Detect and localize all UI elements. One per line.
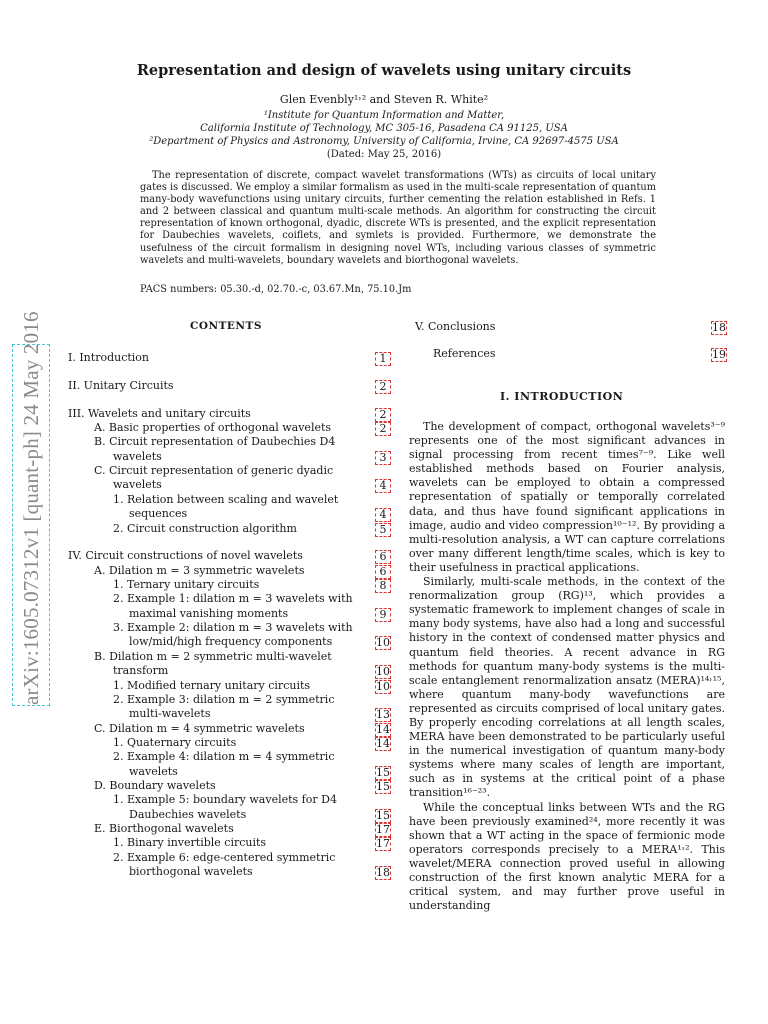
intro-paragraph: The development of compact, orthogonal wavelets³⁻⁹ represents one of the most significant advances in signal processing from recent times⁷⁻⁹. Like well established methods based on Fourier analysis, wavelets can be employed to obtain a compressed representation of spatially or temporally correlated data, and thus have found significant applications in image, audio and video compression¹⁰⁻¹². By providing a multi-resolution analysis, a WT can capture correlations over many different length/time scales, which is key to their usefulness in practical applications. — [409, 420, 725, 574]
toc-page-link[interactable]: 2 — [375, 422, 391, 436]
toc-entry[interactable]: A. Dilation m = 3 symmetric wavelets — [94, 563, 305, 577]
toc-entry[interactable]: 1. Quaternary circuits — [113, 735, 237, 749]
toc-entry[interactable]: E. Biorthogonal wavelets — [94, 822, 234, 835]
affiliation-1: ¹Institute for Quantum Information and Matter, — [263, 110, 505, 121]
toc-page-link[interactable]: 4 — [375, 479, 391, 493]
toc-entry[interactable]: multi-wavelets — [129, 707, 211, 721]
toc-page-link[interactable]: 18 — [376, 866, 390, 880]
paper-title: Representation and design of wavelets using unitary circuits — [136, 62, 632, 79]
toc-page-link[interactable]: 10 — [376, 636, 390, 650]
toc-entry[interactable]: C. Circuit representation of generic dyadic — [94, 464, 334, 478]
toc-entry[interactable]: 2. Example 6: edge-centered symmetric — [113, 850, 336, 864]
toc-entry[interactable]: C. Dilation m = 4 symmetric wavelets — [94, 721, 305, 735]
toc-entry[interactable]: IV. Circuit constructions of novel wavelets — [68, 549, 303, 563]
toc-entry[interactable]: III. Wavelets and unitary circuits — [68, 406, 251, 420]
toc-page-link[interactable]: 9 — [375, 608, 391, 622]
toc-page-link[interactable]: 2 — [375, 380, 391, 394]
arxiv-stamp[interactable]: arXiv:1605.07312v1 [quant-ph] 24 May 2016 — [12, 344, 50, 706]
toc-entry[interactable]: wavelets — [113, 449, 162, 463]
toc-entry[interactable]: V. Conclusions — [415, 320, 496, 333]
toc-page-link[interactable]: 1 — [375, 352, 391, 366]
toc-page-link[interactable]: 5 — [375, 523, 391, 537]
toc-page-link[interactable]: 17 — [376, 823, 390, 836]
toc-page-link[interactable]: 8 — [375, 579, 391, 593]
toc-entry[interactable]: biorthogonal wavelets — [129, 865, 253, 879]
toc-entry[interactable]: transform — [113, 664, 169, 678]
toc-page-link[interactable]: 10 — [376, 679, 390, 693]
toc-page-link[interactable]: 2 — [375, 408, 391, 422]
toc-entry[interactable]: wavelets — [113, 478, 162, 492]
date-line: (Dated: May 25, 2016) — [326, 149, 442, 160]
toc-entry[interactable]: 2. Example 1: dilation m = 3 wavelets with — [113, 592, 353, 606]
toc-entry[interactable]: A. Basic properties of orthogonal wavelets — [94, 421, 332, 435]
toc-page-link[interactable]: 4 — [375, 508, 391, 522]
toc-page-link[interactable]: 6 — [375, 565, 391, 579]
toc-page-link[interactable]: 19 — [712, 348, 726, 361]
toc-entry[interactable]: wavelets — [129, 764, 178, 778]
abstract: The representation of discrete, compact wavelet transformations (WTs) as circuits of local unitary gates is discussed. We employ a similar formalism as used in the multi-scale representation of quantum many-body wavefunctions using unitary circuits, further cementing the relation established in Refs. 1 and 2 between classical and quantum multi-scale methods. An algorithm for constructing the circuit representation of known orthogonal, dyadic, discrete WTs is presented, and the explicit representation for Daubechies wavelets, coiflets, and symlets is provided. Furthermore, we demonstrate the usefulness of the circuit formalism in designing novel WTs, including various classes of symmetric wavelets and multi-wavelets, boundary wavelets and biorthogonal wavelets. — [140, 170, 656, 266]
toc-page-link[interactable]: 6 — [375, 550, 391, 564]
toc-entry[interactable]: 2. Circuit construction algorithm — [113, 521, 297, 535]
toc-entry[interactable]: References — [433, 347, 496, 360]
author-list: Glen Evenbly¹˒² and Steven R. White² — [279, 93, 489, 106]
toc-entry[interactable]: D. Boundary wavelets — [94, 778, 216, 792]
toc-entry[interactable]: 1. Binary invertible circuits — [113, 836, 267, 850]
affiliation-1b: California Institute of Technology, MC 305-16, Pasadena CA 91125, USA — [200, 123, 568, 134]
toc-entry[interactable]: 2. Example 3: dilation m = 2 symmetric — [113, 692, 335, 706]
toc-page-link[interactable]: 15 — [376, 779, 390, 793]
toc-page-link[interactable]: 14 — [376, 722, 390, 736]
toc-page-link[interactable]: 18 — [712, 321, 726, 334]
toc-page-link[interactable]: 15 — [376, 765, 390, 779]
toc-entry[interactable]: I. Introduction — [68, 351, 150, 364]
intro-paragraph: Similarly, multi-scale methods, in the context of the renormalization group (RG)¹³, which provides a systematic framework to implement changes of scale in many body systems, have also had a long and successful history in the context of condensed matter physics and quantum field theories. A recent advance in RG methods for quantum many-body systems is the multi-scale entanglement renormalization ansatz (MERA)¹⁴˒¹⁵, where quantum many-body wavefunctions are represented as circuits comprised of local unitary gates. By properly encoding correlations at all length scales, MERA have been demonstrated to be particularly useful in the numerical investigation of quantum many-body systems where many scales of length are important, such as in systems at the critical point of a phase transition¹⁶⁻²³. — [409, 575, 725, 800]
toc-entry[interactable]: sequences — [129, 507, 188, 521]
toc-page-link[interactable]: 17 — [376, 837, 390, 851]
toc-page-link[interactable]: 10 — [376, 665, 390, 679]
toc-page-link[interactable]: 13 — [376, 708, 390, 722]
toc-entry[interactable]: 3. Example 2: dilation m = 3 wavelets with — [113, 621, 353, 635]
section-heading-introduction: I. INTRODUCTION — [500, 390, 624, 403]
toc-entry[interactable]: 1. Modified ternary unitary circuits — [113, 678, 311, 692]
toc-entry[interactable]: 1. Ternary unitary circuits — [113, 578, 260, 592]
toc-entry[interactable]: low/mid/high frequency components — [129, 635, 333, 649]
toc-entry[interactable]: II. Unitary Circuits — [68, 378, 174, 392]
toc-entry[interactable]: B. Circuit representation of Daubechies D4 — [94, 435, 336, 449]
introduction-body — [409, 420, 725, 913]
toc-entry[interactable]: 1. Example 5: boundary wavelets for D4 — [113, 793, 337, 807]
toc-entry[interactable]: maximal vanishing moments — [129, 606, 289, 620]
toc-entry[interactable]: 2. Example 4: dilation m = 4 symmetric — [113, 750, 335, 764]
pacs-numbers: PACS numbers: 05.30.-d, 02.70.-c, 03.67.Mn, 75.10.Jm — [140, 284, 412, 295]
toc-page-link[interactable]: 15 — [376, 808, 390, 822]
toc-page-link[interactable]: 14 — [376, 736, 390, 750]
toc-page-link[interactable]: 3 — [375, 451, 391, 465]
intro-paragraph: While the conceptual links between WTs and the RG have been previously examined²⁴, more recently it was shown that a WT acting in the space of fermionic mode operators corresponds precisely to a MERA¹˒². This wavelet/MERA connection proved useful in allowing construction of the first known analytic MERA for a critical system, and may further prove useful in understanding — [409, 800, 725, 913]
toc-entry[interactable]: B. Dilation m = 2 symmetric multi-wavelet — [94, 649, 332, 663]
toc-entry[interactable]: 1. Relation between scaling and wavelet — [113, 492, 339, 506]
affiliation-2: ²Department of Physics and Astronomy, University of California, Irvine, CA 92697-4575 USA — [149, 136, 619, 147]
toc-entry[interactable]: Daubechies wavelets — [129, 807, 247, 821]
contents-heading: CONTENTS — [190, 320, 262, 332]
